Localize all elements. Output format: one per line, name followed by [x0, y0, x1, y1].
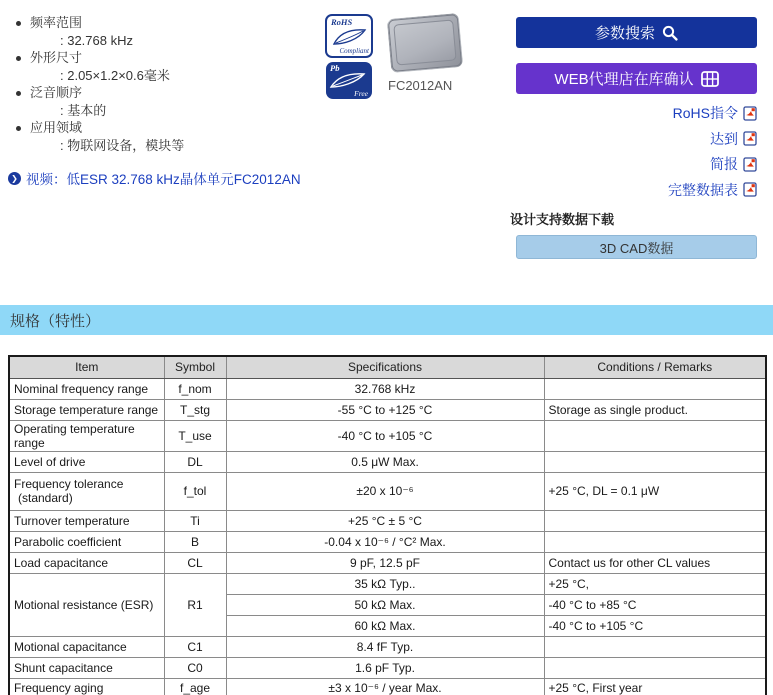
stock-check-grid-icon — [701, 71, 719, 87]
spec-cell: 60 kΩ Max. — [226, 615, 544, 636]
spec-cell: 0.5 μW Max. — [226, 451, 544, 472]
item-cell: Shunt capacitance — [9, 657, 164, 678]
col-header-conditions: Conditions / Remarks — [544, 356, 766, 378]
spec-cell: ±20 x 10⁻⁶ — [226, 472, 544, 510]
item-cell: Nominal frequency range — [9, 378, 164, 399]
spec-section-bar — [0, 305, 773, 335]
symbol-cell: R1 — [164, 573, 226, 636]
item-cell — [9, 472, 164, 510]
web-stock-check-button[interactable] — [516, 63, 757, 94]
pdf-link-row — [510, 129, 757, 149]
feature-value: : 物联网设备，模块等 — [60, 137, 185, 153]
item-cell: Motional resistance (ESR) — [9, 573, 164, 636]
item-cell: Frequency aging — [9, 678, 164, 695]
condition-cell: Contact us for other CL values — [544, 552, 766, 573]
spec-cell: -0.04 x 10⁻⁶ / °C² Max. — [226, 531, 544, 552]
condition-cell — [544, 420, 766, 451]
spec-cell: +25 °C ± 5 °C — [226, 510, 544, 531]
search-icon — [662, 25, 678, 41]
item-line2: (standard) — [18, 491, 73, 505]
spec-cell: -55 °C to +125 °C — [226, 399, 544, 420]
symbol-cell: CL — [164, 552, 226, 573]
condition-cell: Storage as single product. — [544, 399, 766, 420]
table-row — [9, 378, 766, 399]
feature-label: 频率范围 — [14, 14, 314, 32]
spec-cell: 35 kΩ Typ.. — [226, 573, 544, 594]
table-row — [9, 678, 766, 695]
spec-cell: 32.768 kHz — [226, 378, 544, 399]
pb-badge-top-label: Pb — [330, 63, 340, 73]
table-row — [9, 531, 766, 552]
rohs-directive-link[interactable]: RoHS指令 — [672, 105, 738, 121]
product-photo — [387, 13, 463, 73]
symbol-cell: f_age — [164, 678, 226, 695]
condition-cell: +25 °C, DL = 0.1 μW — [544, 472, 766, 510]
feature-label: 泛音顺序 — [14, 84, 314, 102]
spec-table — [8, 355, 767, 695]
table-header-row — [9, 356, 766, 378]
condition-cell — [544, 510, 766, 531]
pdf-icon[interactable] — [743, 131, 757, 146]
symbol-cell: f_nom — [164, 378, 226, 399]
play-icon: ❯ — [8, 172, 21, 185]
feature-label: 应用领域 — [14, 119, 314, 137]
symbol-cell: f_tol — [164, 472, 226, 510]
condition-cell — [544, 657, 766, 678]
table-row — [9, 399, 766, 420]
item-cell: Motional capacitance — [9, 636, 164, 657]
condition-cell: -40 °C to +105 °C — [544, 615, 766, 636]
leaf-icon — [329, 71, 367, 90]
design-support-heading: 设计支持数据下载 — [510, 212, 615, 227]
param-search-button[interactable] — [516, 17, 757, 48]
pdf-link-row — [510, 154, 757, 174]
condition-cell: -40 °C to +85 °C — [544, 594, 766, 615]
spec-cell: ±3 x 10⁻⁶ / year Max. — [226, 678, 544, 695]
item-cell: Storage temperature range — [9, 399, 164, 420]
feature-value: : 32.768 kHz — [60, 32, 133, 48]
web-stock-check-label: WEB代理店在库确认 — [554, 71, 694, 88]
rohs-compliant-badge — [325, 14, 373, 58]
symbol-cell: C1 — [164, 636, 226, 657]
product-model-caption: FC2012AN — [388, 78, 453, 93]
3d-cad-data-button[interactable]: 3D CAD数据 — [516, 235, 757, 259]
item-cell: Level of drive — [9, 451, 164, 472]
item-cell: Turnover temperature — [9, 510, 164, 531]
item-cell: Operating temperature range — [9, 420, 164, 451]
table-row — [9, 451, 766, 472]
spec-cell: 8.4 fF Typ. — [226, 636, 544, 657]
condition-cell: +25 °C, First year — [544, 678, 766, 695]
pdf-link-row — [510, 180, 757, 200]
product-photo-lid — [393, 19, 456, 65]
symbol-cell: C0 — [164, 657, 226, 678]
list-item — [14, 14, 314, 49]
symbol-cell: T_use — [164, 420, 226, 451]
pdf-link-list — [510, 103, 757, 205]
condition-cell — [544, 531, 766, 552]
item-cell: Parabolic coefficient — [9, 531, 164, 552]
col-header-symbol: Symbol — [164, 356, 226, 378]
spec-cell: 50 kΩ Max. — [226, 594, 544, 615]
condition-cell — [544, 636, 766, 657]
symbol-cell: DL — [164, 451, 226, 472]
table-row — [9, 420, 766, 451]
feature-value: : 基本的 — [60, 102, 107, 118]
feature-value: : 2.05×1.2×0.6毫米 — [60, 67, 170, 83]
full-datasheet-link[interactable]: 完整数据表 — [668, 181, 738, 198]
condition-cell — [544, 451, 766, 472]
table-row — [9, 657, 766, 678]
symbol-cell: B — [164, 531, 226, 552]
item-line1: Frequency tolerance — [14, 477, 124, 491]
feature-list — [14, 14, 314, 154]
symbol-cell: Ti — [164, 510, 226, 531]
condition-cell — [544, 378, 766, 399]
table-row — [9, 472, 766, 510]
list-item — [14, 119, 314, 154]
table-row — [9, 636, 766, 657]
pdf-icon[interactable] — [743, 106, 757, 121]
list-item — [14, 49, 314, 84]
spec-cell: 9 pF, 12.5 pF — [226, 552, 544, 573]
brief-link[interactable]: 简报 — [710, 156, 738, 172]
col-header-item: Item — [9, 356, 164, 378]
symbol-cell: T_stg — [164, 399, 226, 420]
table-row — [9, 573, 766, 594]
pdf-icon[interactable] — [743, 157, 757, 172]
video-link-row — [8, 168, 301, 188]
pb-badge-bottom-label: Free — [354, 89, 368, 98]
rohs-badge-top-label: RoHS — [331, 17, 353, 27]
condition-cell: +25 °C, — [544, 573, 766, 594]
table-row — [9, 552, 766, 573]
pb-free-badge — [326, 62, 372, 99]
pdf-icon[interactable] — [743, 182, 757, 197]
spec-section-title: 规格（特性） — [10, 312, 101, 330]
feature-label: 外形尺寸 — [14, 49, 314, 67]
col-header-specifications: Specifications — [226, 356, 544, 378]
spec-cell: 1.6 pF Typ. — [226, 657, 544, 678]
table-row — [9, 510, 766, 531]
rohs-badge-bottom-label: Compliant — [339, 47, 369, 55]
param-search-label: 参数搜索 — [594, 25, 655, 42]
leaf-icon — [332, 27, 368, 47]
spec-cell: -40 °C to +105 °C — [226, 420, 544, 451]
pdf-link-row — [510, 103, 757, 123]
list-item — [14, 84, 314, 119]
reach-link[interactable]: 达到 — [710, 130, 738, 147]
item-cell: Load capacitance — [9, 552, 164, 573]
video-link[interactable]: 视频：低ESR 32.768 kHz晶体单元FC2012AN — [26, 172, 301, 187]
